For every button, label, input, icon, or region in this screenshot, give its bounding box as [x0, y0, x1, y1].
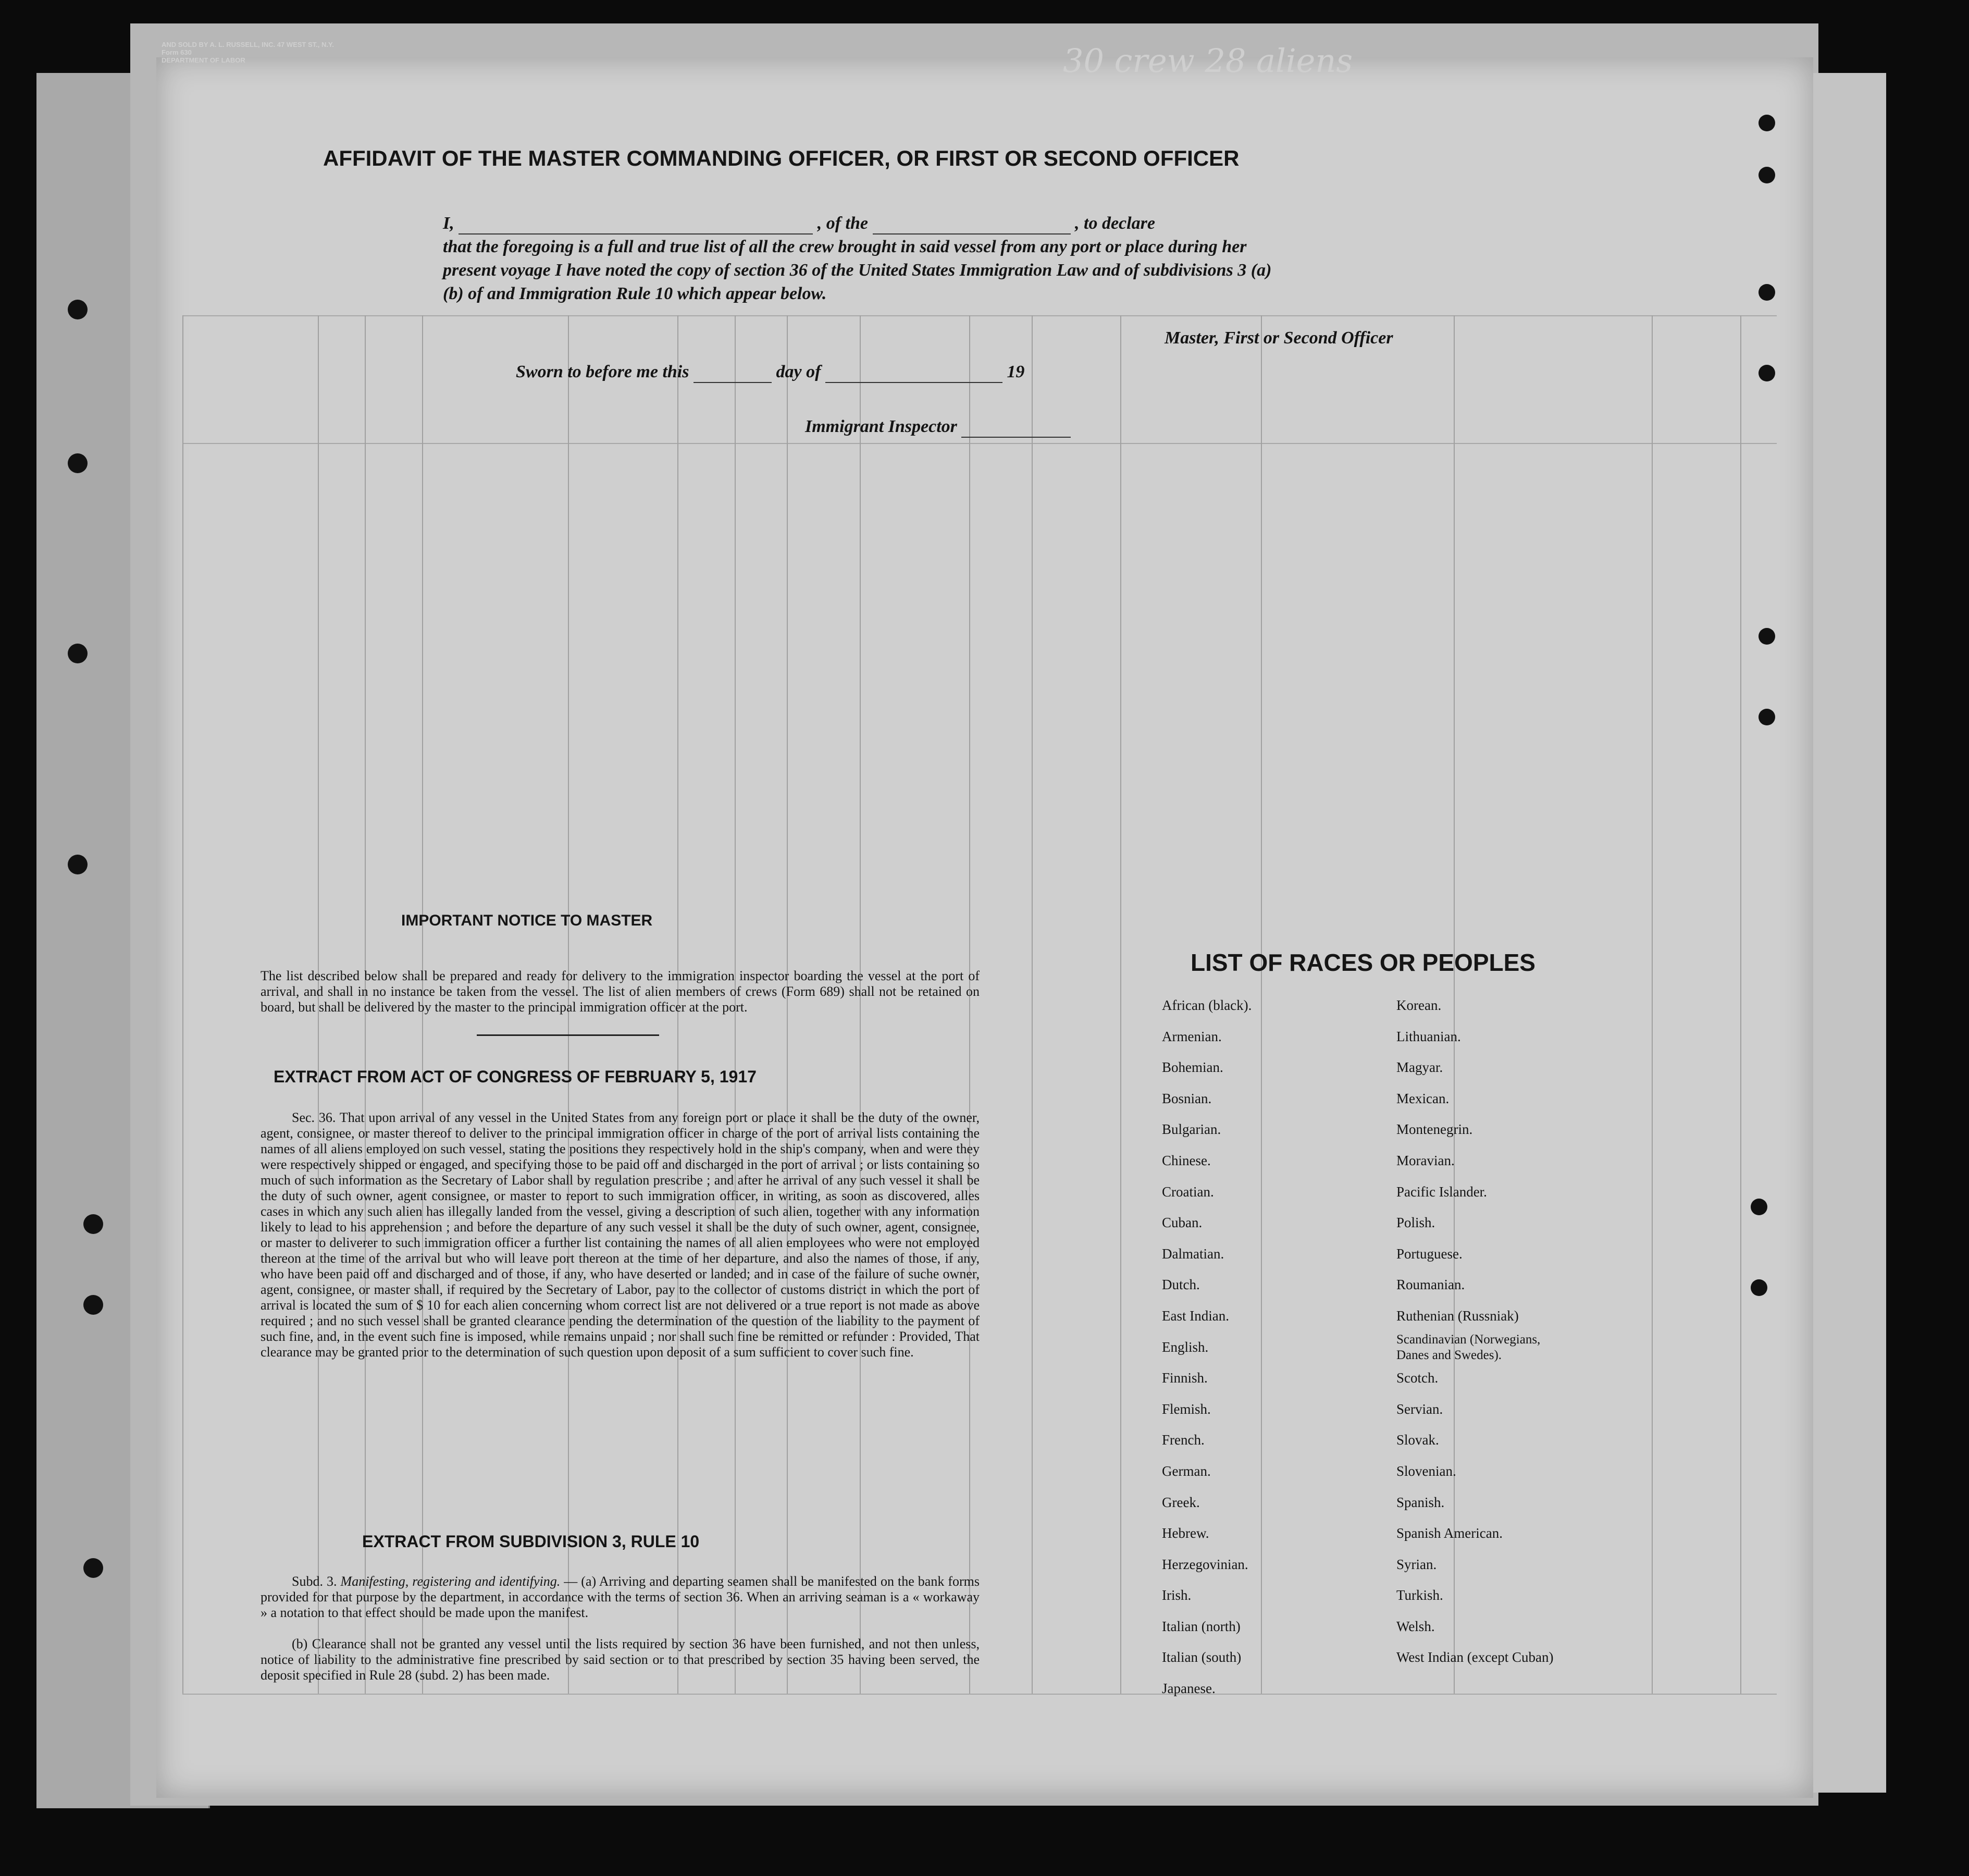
- race-item: Croatian.: [1162, 1183, 1214, 1200]
- declaration-line: present voyage I have noted the copy of section 36 of the United States Immigration Law and of subdivisions 3 (a): [443, 261, 1272, 280]
- race-item: Roumanian.: [1396, 1277, 1465, 1293]
- binder-hole-icon: [1759, 628, 1775, 645]
- binder-hole-icon: [68, 300, 88, 319]
- year-label: 19: [1007, 362, 1025, 381]
- race-item: Mexican.: [1396, 1090, 1450, 1106]
- subd-a-text: — (a) Arriving and departing seamen shall be manifested on the bank forms provided for that purpose by the department, in accordance with the terms of section 36. When an arriving seaman is a « workaway » a notation to that effect should be made upon the manifest.: [261, 1574, 980, 1620]
- binder-hole-icon: [83, 1558, 103, 1578]
- rule-extract-title: EXTRACT FROM SUBDIVISION 3, RULE 10: [362, 1532, 700, 1551]
- officer-signature-label: Master, First or Second Officer: [1165, 328, 1393, 348]
- race-item: Dutch.: [1162, 1277, 1200, 1293]
- race-item: East Indian.: [1162, 1307, 1229, 1324]
- race-item: Scandinavian (Norwegians, Danes and Swedes).: [1396, 1332, 1541, 1362]
- inspector-label: Immigrant Inspector: [805, 417, 957, 436]
- race-item: Irish.: [1162, 1587, 1192, 1603]
- notice-title: IMPORTANT NOTICE TO MASTER: [401, 912, 653, 929]
- race-item: Bulgarian.: [1162, 1121, 1221, 1138]
- affidavit-sheet: [156, 41, 1813, 1798]
- imprint-line: Form 630: [162, 48, 192, 56]
- subd-heading: Manifesting, registering and identifying.: [340, 1574, 561, 1589]
- race-item: Welsh.: [1396, 1618, 1435, 1634]
- imprint-line: AND SOLD BY A. L. RUSSELL, INC. 47 WEST ST., N.Y.: [162, 41, 334, 48]
- handwritten-crew-count: 30 crew 28 aliens: [1063, 42, 1353, 80]
- imprint-line: DEPARTMENT OF LABOR: [162, 56, 245, 64]
- declarant-name-blank: [459, 214, 813, 234]
- sworn-month-blank: [825, 362, 1002, 383]
- declarant-i-label: I,: [443, 214, 454, 233]
- affidavit-title: AFFIDAVIT OF THE MASTER COMMANDING OFFICER, OR FIRST OR SECOND OFFICER: [323, 146, 1240, 170]
- notice-text: The list described below shall be prepared and ready for delivery to the immigration inspector boarding the vessel at the port of arrival, and shall in no instance be taken from the vessel. The list of alien members of crews (Form 689) shall not be retained on board, but shall be delivered by the master to the principal immigration officer at the port.: [261, 968, 980, 1015]
- race-item: Bosnian.: [1162, 1090, 1212, 1106]
- race-item: Spanish.: [1396, 1494, 1445, 1510]
- race-item: English.: [1162, 1339, 1209, 1355]
- race-item: Japanese.: [1162, 1681, 1216, 1697]
- race-item: Italian (north): [1162, 1618, 1241, 1634]
- act-extract-title: EXTRACT FROM ACT OF CONGRESS OF FEBRUARY 5, 1917: [274, 1067, 757, 1086]
- of-the-label: , of the: [817, 214, 869, 233]
- race-item: Servian.: [1396, 1401, 1443, 1417]
- race-item: Spanish American.: [1396, 1525, 1503, 1541]
- race-item: West Indian (except Cuban): [1396, 1649, 1554, 1665]
- sworn-day-blank: [694, 362, 772, 383]
- races-title: LIST OF RACES OR PEOPLES: [1191, 949, 1535, 976]
- binder-hole-icon: [1759, 284, 1775, 301]
- race-item: Ruthenian (Russniak): [1396, 1307, 1519, 1324]
- binder-hole-icon: [1759, 167, 1775, 183]
- race-item: Greek.: [1162, 1494, 1200, 1510]
- day-of-label: day of: [776, 362, 821, 381]
- divider: [477, 1034, 659, 1036]
- subd-label: Subd. 3.: [292, 1574, 337, 1589]
- race-item: Magyar.: [1396, 1059, 1443, 1076]
- rule-extract-text-a: [261, 1574, 980, 1621]
- race-item: Slovenian.: [1396, 1463, 1456, 1479]
- race-item: Slovak.: [1396, 1432, 1439, 1448]
- race-item: German.: [1162, 1463, 1211, 1479]
- race-item: Italian (south): [1162, 1649, 1242, 1665]
- race-item: Turkish.: [1396, 1587, 1443, 1603]
- race-item: Herzegovinian.: [1162, 1556, 1248, 1572]
- sec-36-text: That upon arrival of any vessel in the United States from any foreign port or place it shall be the duty of the owner, agent, consignee, or master thereof to deliver to the principal immigration officer in charge of the port of arrival lists containing the names of all aliens employed on such vessel, stating the positions they respectively hold in the ship's company, when and were they were respectively shipped or engaged, and specifying those to be paid off and discharged in the port of arrival ; or lists containing so much of such information as the Secretary of Labor shall by regulation prescribe ; and after he arrival of any such vessel it shall be the duty of such owner, agent consignee, or master to report to such immigration officer, in writing, as soon as discovered, alles cases in which any such alien has illegally landed from the vessel, giving a description of such alien, together with any information likely to lead to his apprehension ; and before the departure of any such vessel it shall be the duty of such owner, agent, consignee, or master to deliverer to such immigration officer a further list containing the names of all alien employees who were not employed thereon at the time of the arrival but who will leave port thereon at the time of her departure, and also the names of those, if any, who have been paid off and discharged and of those, if any, who have deserted or landed; and in case of the failure of suche owner, agent, consignee, or master shall, if required by the Secretary of Labor, pay to the collector of customs district in which the port of arrival is located the sum of $ 10 for each alien concerning whom correct list are not delivered or a true report is not made as above required ; and no such vessel shall be granted clearance pending the determination of the question of the liability to the payment of such fine, and, in the event such fine is imposed, while remains unpaid ; nor shall such fine be remitted or refunder : Provided, That clearance may be granted prior to the determination of such question upon deposit of a sum sufficient to cover such fine.: [261, 1110, 980, 1360]
- races-left-column: [1162, 990, 1252, 1705]
- race-item: Pacific Islander.: [1396, 1183, 1487, 1200]
- race-item: Cuban.: [1162, 1215, 1203, 1231]
- race-item: Scotch.: [1396, 1370, 1439, 1386]
- binder-hole-icon: [1759, 365, 1775, 381]
- race-item: Polish.: [1396, 1215, 1435, 1231]
- races-right-column: [1396, 990, 1568, 1673]
- binder-hole-icon: [1751, 1279, 1767, 1296]
- sec-label: Sec. 36.: [292, 1110, 336, 1125]
- binder-hole-icon: [83, 1214, 103, 1234]
- race-item: French.: [1162, 1432, 1205, 1448]
- declaration-line: that the foregoing is a full and true list of all the crew brought in said vessel from any port or place during her: [443, 237, 1247, 256]
- rule-extract-text-b: (b) Clearance shall not be granted any vessel until the lists required by section 36 have been furnished, and not then unless, notice of liability to the administrative fine prescribed by said section or to that prescribed by section 35 having been served, the deposit specified in Rule 28 (subd. 2) has been made.: [261, 1636, 980, 1683]
- race-item: Chinese.: [1162, 1152, 1211, 1168]
- race-item: Bohemian.: [1162, 1059, 1223, 1076]
- race-item: Syrian.: [1396, 1556, 1437, 1572]
- race-item: Armenian.: [1162, 1028, 1222, 1044]
- binder-hole-icon: [68, 453, 88, 473]
- race-item: Portuguese.: [1396, 1245, 1463, 1262]
- act-extract-text: [261, 1110, 980, 1360]
- race-item: Hebrew.: [1162, 1525, 1209, 1541]
- race-item: Moravian.: [1396, 1152, 1455, 1168]
- declaration-line: (b) of and Immigration Rule 10 which appear below.: [443, 284, 827, 303]
- binder-hole-icon: [1759, 709, 1775, 725]
- inspector-blank: [961, 417, 1071, 438]
- binder-hole-icon: [68, 644, 88, 663]
- race-item: Flemish.: [1162, 1401, 1211, 1417]
- to-declare-label: , to declare: [1075, 214, 1155, 233]
- sworn-label: Sworn to before me this: [516, 362, 689, 381]
- race-item: Korean.: [1396, 997, 1442, 1013]
- race-item: African (black).: [1162, 997, 1252, 1013]
- binder-hole-icon: [68, 855, 88, 874]
- binder-hole-icon: [1751, 1199, 1767, 1215]
- race-item: Lithuanian.: [1396, 1028, 1461, 1044]
- binder-hole-icon: [83, 1295, 103, 1315]
- binder-hole-icon: [1759, 115, 1775, 131]
- vessel-name-blank: [873, 214, 1071, 234]
- race-item: Montenegrin.: [1396, 1121, 1473, 1138]
- race-item: Dalmatian.: [1162, 1245, 1224, 1262]
- race-item: Finnish.: [1162, 1370, 1208, 1386]
